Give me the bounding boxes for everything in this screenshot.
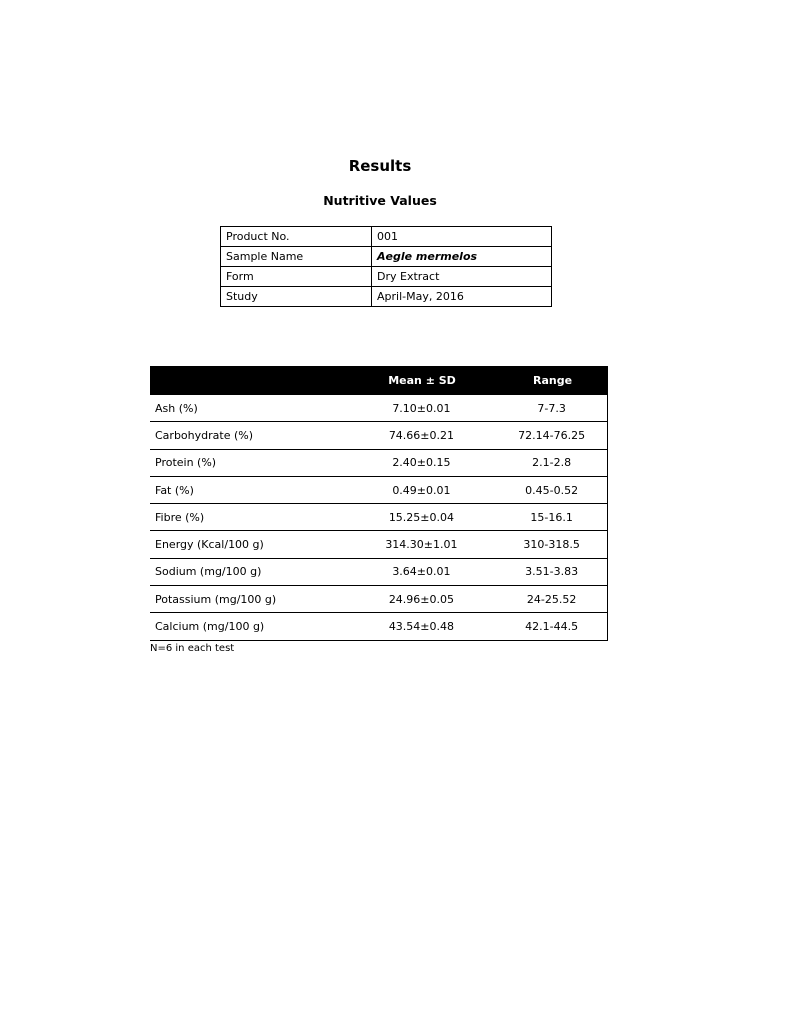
table-row (150, 531, 608, 558)
table-row (150, 422, 608, 449)
cell-range: 7-7.3 (537, 401, 566, 415)
page-title: Results (348, 157, 412, 175)
table-row (150, 450, 608, 477)
table-row (150, 504, 608, 531)
cell-label: Sodium (mg/100 g) (155, 565, 262, 579)
footnote: N=6 in each test (150, 643, 235, 654)
table-row (150, 613, 608, 640)
cell-range: 0.45-0.52 (525, 483, 579, 497)
cell-mean: 3.64±0.01 (392, 565, 451, 579)
table-row (150, 477, 608, 504)
cell-label: Ash (%) (155, 401, 198, 415)
table-row (150, 559, 608, 586)
cell-range: 310-318.5 (523, 538, 580, 552)
cell-range: 42.1-44.5 (525, 620, 579, 634)
info-value: 001 (372, 227, 552, 247)
info-value: Dry Extract (372, 267, 552, 287)
table-row (150, 395, 608, 422)
table-row (221, 247, 552, 267)
section-subtitle: Nutritive Values (323, 193, 437, 208)
info-value: Aegle mermelos (372, 247, 552, 267)
cell-mean: 0.49±0.01 (392, 483, 451, 497)
cell-mean: 43.54±0.48 (388, 620, 455, 634)
cell-mean: 7.10±0.01 (392, 401, 451, 415)
info-key: Form (221, 267, 372, 287)
cell-mean: 2.40±0.15 (392, 456, 451, 470)
info-key: Product No. (221, 227, 372, 247)
cell-label: Protein (%) (155, 456, 217, 470)
cell-label: Fibre (%) (155, 510, 205, 524)
header-range: Range (532, 374, 573, 387)
cell-range: 15-16.1 (530, 510, 573, 524)
table-header (150, 366, 608, 395)
cell-label: Potassium (mg/100 g) (155, 592, 277, 606)
cell-label: Energy (Kcal/100 g) (155, 538, 264, 552)
cell-range: 2.1-2.8 (532, 456, 572, 470)
info-key: Sample Name (221, 247, 372, 267)
table-row (221, 287, 552, 307)
cell-range: 24-25.52 (526, 592, 577, 606)
cell-range: 3.51-3.83 (525, 565, 579, 579)
table-row (221, 267, 552, 287)
cell-mean: 74.66±0.21 (388, 428, 455, 442)
cell-label: Calcium (mg/100 g) (155, 620, 265, 634)
cell-label: Carbohydrate (%) (155, 428, 253, 442)
header-mean: Mean ± SD (388, 374, 456, 387)
cell-mean: 15.25±0.04 (388, 510, 455, 524)
info-key: Study (221, 287, 372, 307)
table-row (150, 586, 608, 613)
info-value: April-May, 2016 (372, 287, 552, 307)
cell-mean: 314.30±1.01 (385, 538, 458, 552)
nutritive-values-table (150, 366, 608, 641)
cell-label: Fat (%) (155, 483, 194, 497)
table-row (221, 227, 552, 247)
product-info-table (220, 226, 552, 307)
cell-mean: 24.96±0.05 (388, 592, 455, 606)
cell-range: 72.14-76.25 (518, 428, 586, 442)
